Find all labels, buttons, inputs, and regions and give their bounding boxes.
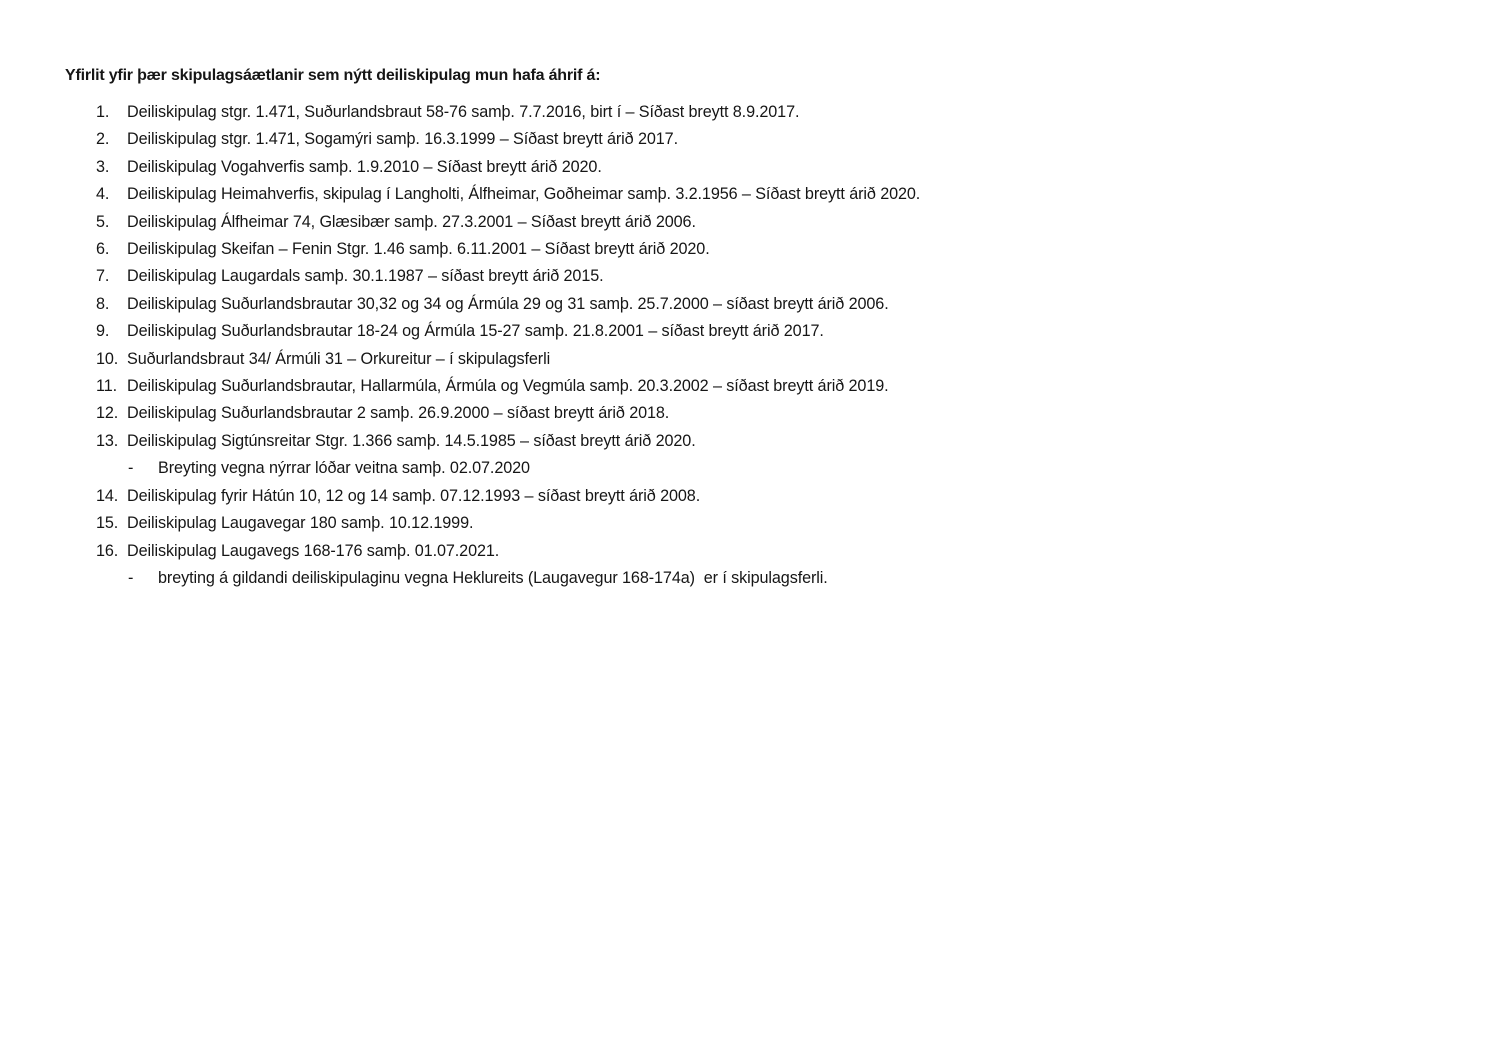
list-item-text: Deiliskipulag Vogahverfis samþ. 1.9.2010 – Síðast breytt árið 2020. xyxy=(127,157,602,176)
list-item-text: Deiliskipulag Heimahverfis, skipulag í Langholti, Álfheimar, Goðheimar samþ. 3.2.1956 – Síðast breytt árið 2020. xyxy=(127,185,921,204)
list-item-text: Deiliskipulag Laugavegs 168-176 samþ. 01.07.2021. xyxy=(127,541,500,560)
list-item-number: 13. xyxy=(96,431,119,450)
list-item-number: 11. xyxy=(96,377,118,396)
list-item xyxy=(96,291,1460,318)
list-item-number: 9. xyxy=(96,322,110,341)
list-item-text: Deiliskipulag stgr. 1.471, Sogamýri samþ. 16.3.1999 – Síðast breytt árið 2017. xyxy=(127,130,678,149)
list-item xyxy=(96,154,1460,181)
list-item xyxy=(96,510,1460,537)
list-item xyxy=(96,263,1460,290)
list-subitem-dash: - xyxy=(128,459,134,478)
list-item-text: Deiliskipulag Suðurlandsbrautar 30,32 og 34 og Ármúla 29 og 31 samþ. 25.7.2000 – síðast breytt árið 2006. xyxy=(127,294,889,313)
list-item-text: Deiliskipulag fyrir Hátún 10, 12 og 14 samþ. 07.12.1993 – síðast breytt árið 2008. xyxy=(127,486,701,505)
list-item-number: 4. xyxy=(96,185,110,204)
list-item xyxy=(96,209,1460,236)
list-subitem xyxy=(96,455,1460,482)
list-item-text: Deiliskipulag Suðurlandsbrautar, Hallarmúla, Ármúla og Vegmúla samþ. 20.3.2002 – síðast breytt árið 2019. xyxy=(127,377,889,396)
list-item-text: Deiliskipulag Sigtúnsreitar Stgr. 1.366 samþ. 14.5.1985 – síðast breytt árið 2020. xyxy=(127,431,696,450)
list-item xyxy=(96,318,1460,345)
list-item-number: 14. xyxy=(96,486,119,505)
list-item xyxy=(96,126,1460,153)
list-subitem-dash: - xyxy=(128,568,134,587)
list-item-number: 5. xyxy=(96,212,110,231)
list-item-number: 16. xyxy=(96,541,119,560)
list-item-number: 2. xyxy=(96,130,110,149)
list-item-text: Deiliskipulag stgr. 1.471, Suðurlandsbraut 58-76 samþ. 7.7.2016, birt í – Síðast breytt 8.9.2017. xyxy=(127,103,800,121)
list-item xyxy=(96,400,1460,427)
list-item-number: 15. xyxy=(96,514,119,533)
list-subitem-text: breyting á gildandi deiliskipulaginu vegna Heklureits (Laugavegur 168-174a) er í skipulagsferli. xyxy=(158,568,828,587)
list-subitem-text: Breyting vegna nýrrar lóðar veitna samþ. 02.07.2020 xyxy=(158,459,530,478)
list-item-text: Deiliskipulag Suðurlandsbrautar 18-24 og Ármúla 15-27 samþ. 21.8.2001 – síðast breytt árið 2017. xyxy=(127,322,824,341)
list-item xyxy=(96,373,1460,400)
list-item-number: 7. xyxy=(96,267,110,286)
list-item xyxy=(96,483,1460,510)
list-item-text: Deiliskipulag Álfheimar 74, Glæsibær samþ. 27.3.2001 – Síðast breytt árið 2006. xyxy=(127,212,696,231)
list-item xyxy=(96,236,1460,263)
list-item-text: Suðurlandsbraut 34/ Ármúli 31 – Orkureitur – í skipulagsferli xyxy=(127,349,551,368)
list-item xyxy=(96,346,1460,373)
list-item-number: 3. xyxy=(96,157,110,176)
list-item-number: 12. xyxy=(96,404,119,423)
list-item-text: Deiliskipulag Suðurlandsbrautar 2 samþ. 26.9.2000 – síðast breytt árið 2018. xyxy=(127,404,670,423)
list-item-text: Deiliskipulag Laugavegar 180 samþ. 10.12.1999. xyxy=(127,514,474,533)
list-item-text: Deiliskipulag Skeifan – Fenin Stgr. 1.46 samþ. 6.11.2001 – Síðast breytt árið 2020. xyxy=(127,240,710,259)
list-item-number: 10. xyxy=(96,349,119,368)
list-subitem xyxy=(96,565,1460,592)
list-item-text: Deiliskipulag Laugardals samþ. 30.1.1987 – síðast breytt árið 2015. xyxy=(127,267,604,286)
list-item-number: 1. xyxy=(96,103,110,121)
planning-list xyxy=(96,99,1460,592)
document-heading: Yfirlit yfir þær skipulagsáætlanir sem nýtt deiliskipulag mun hafa áhrif á: xyxy=(65,67,601,84)
list-item-number: 8. xyxy=(96,294,110,313)
list-item xyxy=(96,99,1460,126)
list-item xyxy=(96,428,1460,455)
list-item-number: 6. xyxy=(96,240,110,259)
list-item xyxy=(96,538,1460,565)
list-item xyxy=(96,181,1460,208)
